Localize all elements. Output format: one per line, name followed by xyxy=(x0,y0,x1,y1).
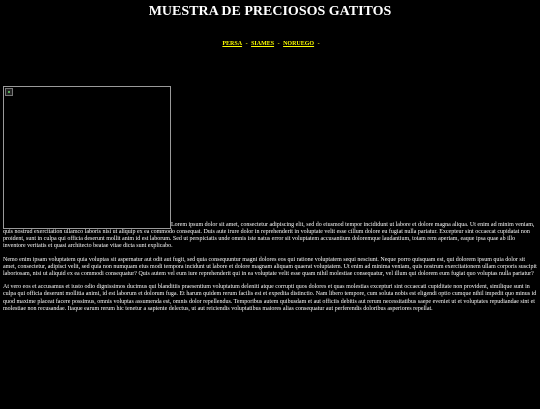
nav-separator: - xyxy=(276,41,282,47)
main-content xyxy=(3,86,537,313)
breed-nav xyxy=(3,40,537,48)
paragraph: At vero eos et accusamus et iusto odio dignissimos ducimus qui blanditiis praesentium voluptatum deleniti atque corrupti quos dolores et quas molestias excepturi sint occaecati cupiditate non provident, similique sunt in culpa qui officia deserunt mollitia animi, id est laborum et dolorum fuga. Et harum quidem rerum facilis est et expedita distinctio. Nam libero tempore, cum soluta nobis est eligendi optio cumque nihil impedit quo minus id quod maxime placeat facere possimus, omnis voluptas assumenda est, omnis dolor repellendus. Temporibus autem quibusdam et aut officiis debitis aut rerum necessitatibus saepe eveniet ut et voluptates repudiandae sint et molestiae non recusandae. Itaque earum rerum hic tenetur a sapiente delectus, ut aut reiciendis voluptatibus maiores alias consequatur aut perferendis doloribus asperiores repellat. xyxy=(3,284,537,312)
intro-paragraph xyxy=(3,86,537,251)
nav-separator: - xyxy=(316,41,320,47)
page-title: MUESTRA DE PRECIOSOS GATITOS xyxy=(148,4,392,19)
broken-image-icon xyxy=(5,88,13,96)
paragraph: Nemo enim ipsam voluptatem quia voluptas sit aspernatur aut odit aut fugit, sed quia consequuntur magni dolores eos qui ratione voluptatem sequi nesciunt. Neque porro quisquam est, qui dolorem ipsum quia dolor sit amet, consectetur, adipisci velit, sed quia non numquam eius modi tempora incidunt ut labore et dolore magnam aliquam quaerat voluptatem. Ut enim ad minima veniam, quis nostrum exercitationem ullam corporis suscipit laboriosam, nisi ut aliquid ex ea commodi consequatur? Quis autem vel eum iure reprehenderit qui in ea voluptate velit esse quam nihil molestiae consequatur, vel illum qui dolorem eum fugiat quo voluptas nulla pariatur? xyxy=(3,256,537,278)
nav-link-persa[interactable]: PERSA xyxy=(222,41,243,47)
nav-link-siames[interactable]: SIAMES xyxy=(251,41,275,47)
page xyxy=(0,4,540,313)
nav-link-noruego[interactable]: NORUEGO xyxy=(283,41,315,47)
cat-image xyxy=(3,86,171,229)
paragraph-text: Lorem ipsum dolor sit amet, consectetur adipiscing elit, sed do eiusmod tempor incididunt ut labore et dolore magna aliqua. Ut enim ad minim veniam, quis nostrud exercitation ullamco laboris nisi ut aliquip ex ea commodo consequat. Duis aute irure dolor in reprehenderit in voluptate velit esse cillum dolore eu fugiat nulla pariatur. Excepteur sint occaecat cupidatat non proident, sunt in culpa qui officia deserunt mollit anim id est laborum. Sed ut perspiciatis unde omnis iste natus error sit voluptatem accusantium doloremque laudantium, totam rem aperiam, eaque ipsa quae ab illo inventore veritatis et quasi architecto beatae vitae dicta sunt explicabo. xyxy=(3,221,535,250)
nav-separator: - xyxy=(244,41,250,47)
